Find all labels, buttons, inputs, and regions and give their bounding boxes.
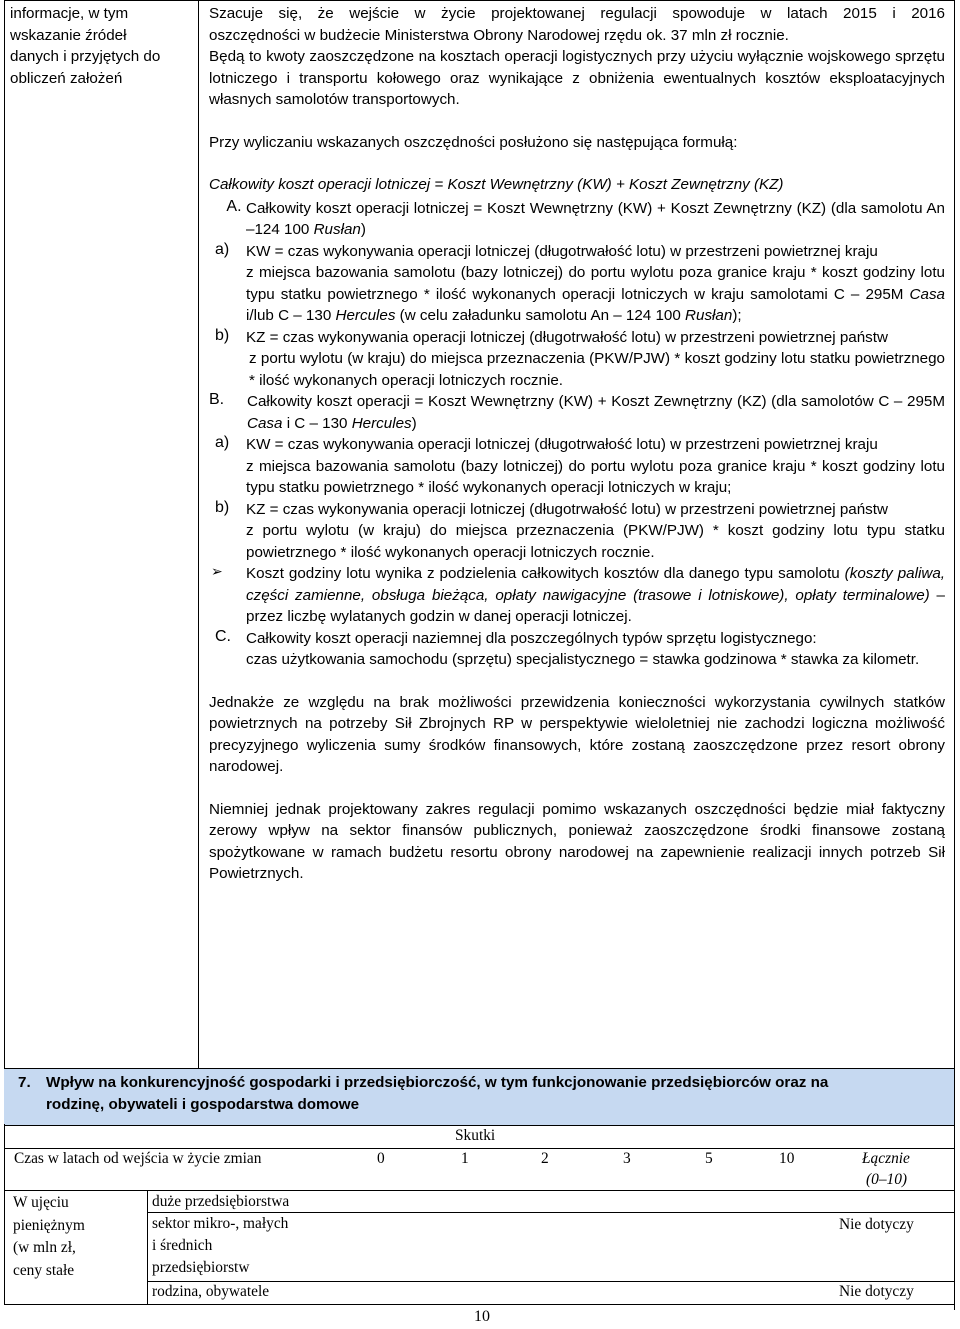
intro-line: oszczędności w budżecie Ministerstwa Obrony Narodowej rzędu ok. 37 mln zł rocznie. xyxy=(209,26,789,44)
bullet-italic: (koszty paliwa, części zamienne, obsługa bieżąca, opłaty nawigacyjne (trasowe i lotniskowe), opłaty terminalowe) xyxy=(246,565,945,604)
year-3: 3 xyxy=(623,1150,631,1167)
a-text2: (w celu załadunku samolotu An – 124 100 xyxy=(395,307,686,324)
group-label xyxy=(13,1192,85,1282)
row-total-sme: Nie dotyczy xyxy=(839,1216,914,1233)
section-b-text xyxy=(247,391,945,434)
frame-top xyxy=(4,0,954,1)
b-mid: i C – 130 xyxy=(282,414,352,432)
group-label-line: ceny stałe xyxy=(13,1261,75,1279)
section-a-text-end: ) xyxy=(360,221,366,238)
section-7-header xyxy=(4,1068,954,1126)
group-label-line: (w mln zł, xyxy=(13,1239,76,1256)
table-left-border xyxy=(4,1124,5,1304)
b-hercules: Hercules xyxy=(351,414,412,432)
intro-paragraph-2: Będą to kwoty zaoszczędzone na kosztach operacji logistycznych przy użyciu wyłącznie wojskowego sprzętu lotniczego i transportu kołowego oraz wynikające z obniżenia ewentualnych kosztów eksploatacyjnych własnych samolotów transportowych. xyxy=(209,48,945,108)
section-b-a-line2: z miejsca bazowania samolotu (bazy lotniczej) do portu wylotu poza granice kraju * koszt godziny lotu typu statku powietrznego * ilość wykonanych operacji lotniczych w kraju; xyxy=(246,457,945,496)
a-text: z miejsca bazowania samolotu (bazy lotniczej) do portu wylotu poza granice kraju * koszt godziny lotu typu statku powietrznego * ilość wykonanych operacji lotniczych w kraju samolotami C – 295M xyxy=(246,264,945,303)
a-casa: Casa xyxy=(909,285,945,303)
b-text: Całkowity koszt operacji = Koszt Wewnętrzny (KW) + Koszt Zewnętrzny (KZ) (dla samolotów C – 295M xyxy=(247,393,945,410)
section-7-number: 7. xyxy=(18,1074,31,1091)
section-b-b-line2: z portu wylotu (w kraju) do miejsca przeznaczenia (PKW/PJW) * koszt godziny lotu typu statku powietrznego * ilość wykonanych operacji lotniczych rocznie. xyxy=(246,522,945,561)
section-c-label: C. xyxy=(215,627,231,645)
effects-table xyxy=(4,1124,954,1304)
table-bottom-border xyxy=(4,1304,954,1305)
row-label-line: przedsiębiorstw xyxy=(152,1259,250,1276)
b-end: ) xyxy=(411,414,417,432)
a-hercules: Hercules xyxy=(335,307,396,324)
section-a-text-main: Całkowity koszt operacji lotniczej = Koszt Wewnętrzny (KW) + Koszt Zewnętrzny (KZ) (dla samolotu An –124 100 xyxy=(246,199,945,238)
main-content xyxy=(209,3,945,885)
group-label-line: W ujęciu xyxy=(13,1194,69,1211)
frame-right xyxy=(954,0,955,1310)
closing-paragraph-2: Niemniej jednak projektowany zakres regulacji pomimo wskazanych oszczędności będzie miał faktyczny zerowy wpływ na sektor finansów publicznych, ponieważ zaoszczędzone środki finansowe zostaną spożytkowane w ramach budżetu resortu obrony narodowej na zapewnienie realizacji innych potrzeb Sił Powietrznych. xyxy=(209,800,945,882)
left-label-line: danych i przyjętych do xyxy=(10,48,161,65)
section-b-a-label: a) xyxy=(215,434,230,451)
table-group-divider xyxy=(147,1190,148,1304)
bullet-main: Koszt godziny lotu wynika z podzielenia całkowitych kosztów dla danego typu samolotu xyxy=(246,565,845,582)
section-a-b-line2: z portu wylotu (w kraju) do miejsca przeznaczenia (PKW/PJW) * koszt godziny lotu statku powietrznego * ilość wykonanych operacji lotniczych rocznie. xyxy=(249,350,945,389)
section-c-line1: Całkowity koszt operacji naziemnej dla poszczególnych typów sprzętu logistycznego: xyxy=(246,629,817,647)
row-label-line: sektor mikro-, małych xyxy=(152,1215,289,1232)
section-a-a-line1: KW = czas wykonywania operacji lotniczej (długotrwałość lotu) w przestrzeni powietrznej kraju xyxy=(246,242,878,260)
column-divider xyxy=(198,0,199,1068)
left-label xyxy=(10,3,196,89)
intro-paragraph-3: Przy wyliczaniu wskazanych oszczędności posłużono się następująca formułą: xyxy=(209,133,738,151)
section-b-label xyxy=(209,391,247,434)
left-label-line: obliczeń założeń xyxy=(10,69,123,87)
a-end: ); xyxy=(732,307,742,324)
section-b-b-label: b) xyxy=(215,498,230,516)
table-header-skutki: Skutki xyxy=(455,1127,496,1144)
closing-paragraph-1: Jednakże ze względu na brak możliwości przewidzenia konieczności wykorzystania cywilnych statków powietrznych na potrzeby Sił Zbrojnych RP w perspektywie wieloletniej nie zachodzi logiczna możliwość precyzyjnego wyliczenia sumy środków finansowych, które zostaną zaoszczędzone przez resort obrony narodowej. xyxy=(209,693,945,775)
b-casa: Casa xyxy=(247,414,283,432)
arrow-bullet-icon: ➢ xyxy=(211,563,223,579)
year-5: 5 xyxy=(705,1150,713,1167)
section-a-label xyxy=(209,198,246,241)
section-b xyxy=(209,391,945,628)
a-ruslan: Rusłan xyxy=(685,307,733,324)
section-b-b-line1: KZ = czas wykonywania operacji lotniczej (długotrwałość lotu) w przestrzeni powietrznej państw xyxy=(246,500,888,518)
row-total-family: Nie dotyczy xyxy=(839,1283,914,1300)
left-label-line: wskazanie źródeł xyxy=(10,26,127,44)
section-c xyxy=(209,628,945,671)
intro-paragraph-1 xyxy=(209,3,945,46)
section-c-line2: czas użytkowania samochodu (sprzętu) specjalistycznego = stawka godzinowa * stawka za kilometr. xyxy=(246,651,920,668)
section-a-b-label: b) xyxy=(215,326,230,344)
section-7-title xyxy=(46,1072,946,1115)
section-a-b-line1: KZ = czas wykonywania operacji lotniczej (długotrwałość lotu) w przestrzeni powietrznej państw xyxy=(246,328,888,346)
total-header: Łącznie xyxy=(862,1150,910,1167)
bullet-end: – przez liczbę wylatanych godzin w danej operacji lotniczej. xyxy=(246,586,945,625)
year-2: 2 xyxy=(541,1150,549,1167)
section-7-title-line: rodzinę, obywateli i gospodarstwa domowe xyxy=(46,1095,360,1113)
page-number: 10 xyxy=(474,1308,490,1325)
row-label-large-enterprises: duże przedsiębiorstwa xyxy=(152,1193,290,1210)
year-0: 0 xyxy=(377,1150,385,1167)
left-label-line: informacje, w tym xyxy=(10,5,129,22)
section-b-a-line1: KW = czas wykonywania operacji lotniczej (długotrwałość lotu) w przestrzeni powietrznej kraju xyxy=(246,436,878,453)
section-a-a-line2 xyxy=(246,262,945,327)
a-mid: i/lub C – 130 xyxy=(246,307,336,324)
formula: Całkowity koszt operacji lotniczej = Koszt Wewnętrzny (KW) + Koszt Zewnętrzny (KZ) xyxy=(209,176,784,193)
total-header-range: (0–10) xyxy=(866,1171,908,1188)
section-a-a-label: a) xyxy=(215,240,230,258)
group-label-line: pieniężnym xyxy=(13,1216,85,1234)
section-b-letter: B. xyxy=(209,391,225,408)
section-a-letter: A. xyxy=(226,197,242,215)
section-7-title-line: Wpływ na konkurencyjność gospodarki i przedsiębiorczość, w tym funkcjonowanie przedsiębiorców oraz na xyxy=(46,1074,829,1091)
section-a xyxy=(209,198,945,392)
table-time-label: Czas w latach od wejścia w życie zmian xyxy=(14,1150,262,1167)
intro-line: Szacuje się, że wejście w życie projektowanej regulacji spowoduje w latach 2015 i 2016 xyxy=(209,5,945,22)
row-label-line: i średnich xyxy=(152,1237,213,1254)
row-label-sme xyxy=(152,1213,288,1279)
year-1: 1 xyxy=(461,1150,469,1167)
year-10: 10 xyxy=(779,1150,795,1167)
section-a-italic: Rusłan xyxy=(313,221,361,238)
row-label-family: rodzina, obywatele xyxy=(152,1283,270,1300)
frame-left xyxy=(4,0,5,1068)
bullet-text xyxy=(246,563,945,628)
section-a-text xyxy=(246,198,945,241)
